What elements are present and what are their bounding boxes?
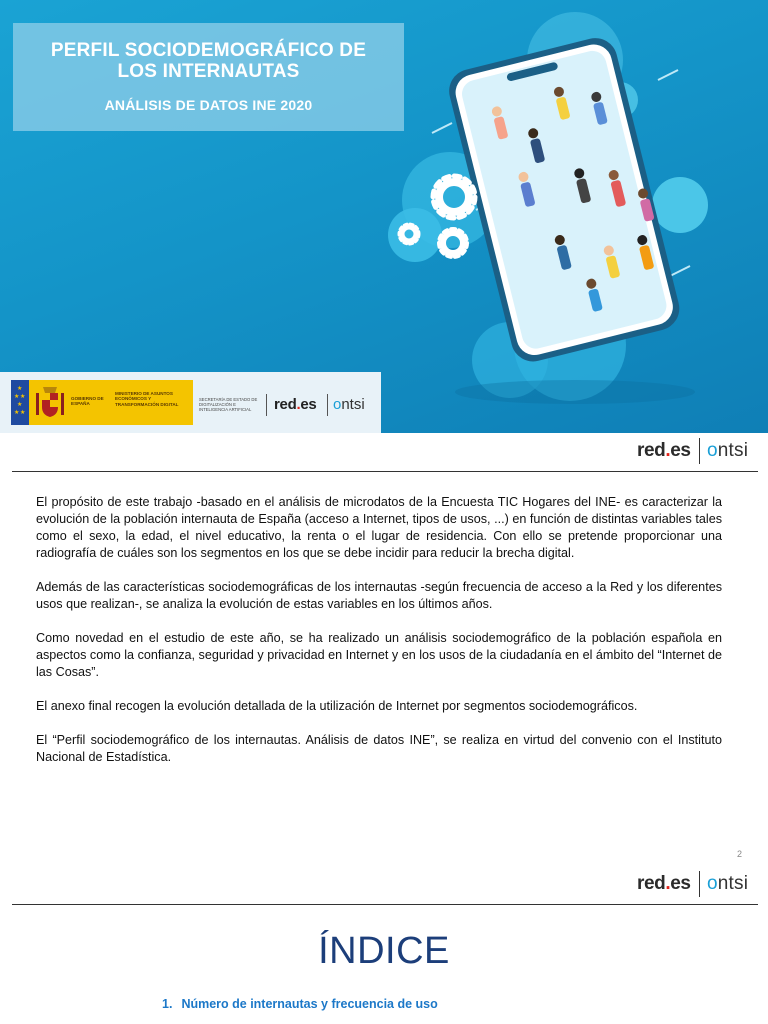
reds-logo: red.es [274, 396, 317, 413]
government-label: GOBIERNO DE ESPAÑA [71, 396, 104, 407]
cover-subtitle: ANÁLISIS DE DATOS INE 2020 [104, 97, 313, 113]
cover-title: PERFIL SOCIODEMOGRÁFICO DE LOS INTERNAUTAS [50, 40, 367, 82]
index-item-1[interactable] [162, 997, 447, 1011]
header-logo-divider [699, 438, 700, 464]
header-logo-divider [699, 871, 700, 897]
institutional-logo-strip [0, 372, 381, 433]
cover-page [0, 0, 768, 433]
intro-paragraph: El “Perfil sociodemográfico de los internautas. Análisis de datos INE”, se realiza en virtud del convenio con el Instituto Nacional de Estadística. [36, 733, 722, 764]
header-reds-logo: red.es [637, 873, 691, 894]
intro-text [36, 494, 722, 783]
intro-paragraph: Además de las características sociodemográficas de los internautas -según frecuencia de acceso a la Red y los diferentes usos que realizan-, se analiza la evolución de estas variables en los últimos años. [36, 580, 722, 611]
government-logo [11, 380, 193, 425]
cover-title-box [13, 23, 404, 131]
logo-divider [327, 394, 328, 416]
coat-of-arms-icon [33, 387, 67, 419]
index-item-label: Número de internautas y frecuencia de uso [181, 997, 438, 1011]
logo-divider [266, 394, 267, 416]
page-number: 2 [737, 849, 743, 859]
header-ontsi-logo: ontsi [707, 440, 749, 461]
index-title: ÍNDICE [318, 930, 450, 972]
header-rule [12, 904, 758, 905]
intro-paragraph: El anexo final recogen la evolución detallada de la utilización de Internet por segmentos sociodemográficos. [36, 699, 638, 713]
ontsi-logo: ontsi [333, 396, 365, 413]
header-ontsi-logo: ontsi [707, 873, 749, 894]
eu-flag-icon: ★ ★ ★ ★ ★ ★ [11, 380, 29, 425]
header-rule [12, 471, 758, 472]
smartphone-crowd-illustration [380, 0, 768, 433]
intro-paragraph: Como novedad en el estudio de este año, se ha realizado un análisis sociodemográfico de la población española en aspectos como la confianza, seguridad y privacidad en Internet y en los usos de la ciudadanía en el ámbito del “Internet de las Cosas”. [36, 631, 722, 679]
ministry-label: MINISTERIO DE ASUNTOS ECONÓMICOS Y TRANSFORMACIÓN DIGITAL [115, 391, 179, 407]
index-item-number: 1. [162, 997, 173, 1011]
intro-paragraph: El propósito de este trabajo -basado en el análisis de microdatos de la Encuesta TIC Hogares del INE- es caracterizar la evolución de la población internauta de España (acceso a Internet, tipos de usos, ...) en función de distintas variables tales como el sexo, la edad, el nivel educativo, la renta o el lugar de residencia. Con ello se pretende proporcionar una radiografía de cuáles son los segmentos en los que se debe incidir para reducir la brecha digital. [36, 495, 722, 560]
secretary-label: SECRETARÍA DE ESTADO DE DIGITALIZACIÓN E INTELIGENCIA ARTIFICIAL [199, 397, 258, 412]
header-reds-logo: red.es [637, 440, 691, 461]
